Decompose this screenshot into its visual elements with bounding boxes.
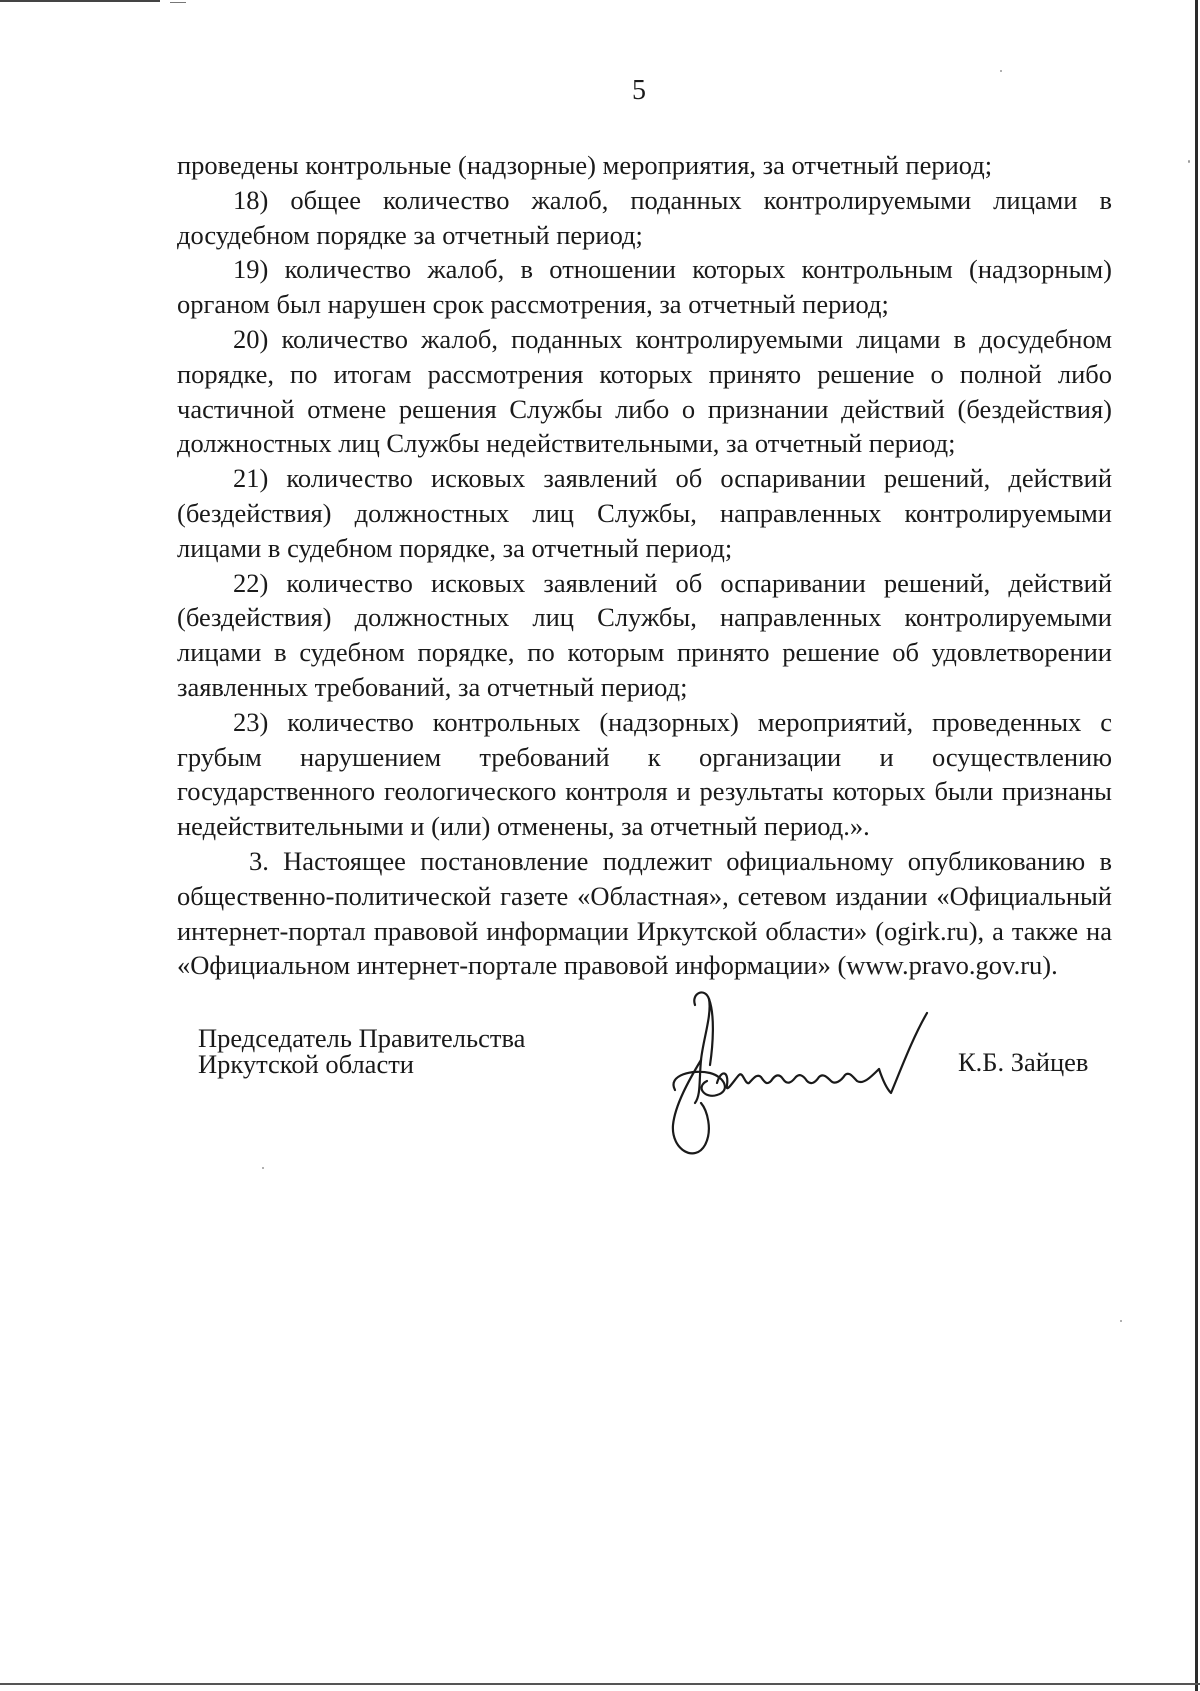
- paragraph-item-21: 21) количество исковых заявлений об оспаривании решений, действий (бездействия) должностных лиц Службы, направленных контролируемыми лицами в судебном порядке, за отчетный период;: [177, 463, 1112, 563]
- scan-edge-top-dash: [170, 2, 186, 3]
- scan-speck: [1000, 70, 1002, 72]
- handwritten-signature: [665, 985, 955, 1160]
- paragraph-item-22: 22) количество исковых заявлений об оспаривании решений, действий (бездействия) должностных лиц Службы, направленных контролируемыми лицами в судебном порядке, по которым принято решение об удовлетворении заявленных требований, за отчетный период;: [177, 567, 1112, 702]
- scan-speck: [262, 1167, 264, 1169]
- signatory-title: [198, 1025, 525, 1077]
- scan-edge-top: [0, 0, 160, 2]
- scan-edge-bottom: [0, 1683, 1200, 1685]
- signatory-title-line-1: Председатель Правительства: [198, 1023, 526, 1053]
- document-body: [177, 148, 1112, 983]
- paragraph-clause-3: 3. Настоящее постановление подлежит официальному опубликованию в общественно-политической газете «Областная», сетевом издании «Официальный интернет-портал правовой информации Иркутской области» (ogirk.ru), а также на «Официальном интернет-портале правовой информации» (www.pravo.gov.ru).: [177, 845, 1112, 981]
- paragraph-item-23: 23) количество контрольных (надзорных) мероприятий, проведенных с грубым нарушением требований к организации и осуществлению государственного геологического контроля и результаты которых были признаны недействительными и (или) отменены, за отчетный период.».: [177, 706, 1112, 842]
- paragraph-item-19: 19) количество жалоб, в отношении которых контрольным (надзорным) органом был нарушен срок рассмотрения, за отчетный период;: [177, 254, 1112, 320]
- signatory-title-line-2: Иркутской области: [198, 1049, 414, 1079]
- paragraph-item-20: 20) количество жалоб, поданных контролируемыми лицами в досудебном порядке, по итогам рассмотрения которых принято решение о полной либо частичной отмене решения Службы либо о признании действий (бездействия) должностных лиц Службы недействительными, за отчетный период;: [177, 323, 1112, 459]
- scan-speck: [1120, 1320, 1122, 1322]
- scan-speck: [1188, 160, 1190, 163]
- scan-edge-right: [1195, 0, 1198, 1691]
- signer-name: К.Б. Зайцев: [958, 1047, 1089, 1077]
- page-number: 5: [632, 75, 646, 106]
- paragraph-item-18: 18) общее количество жалоб, поданных контролируемыми лицами в досудебном порядке за отчетный период;: [177, 184, 1112, 250]
- paragraph-continuation: проведены контрольные (надзорные) мероприятия, за отчетный период;: [177, 150, 993, 180]
